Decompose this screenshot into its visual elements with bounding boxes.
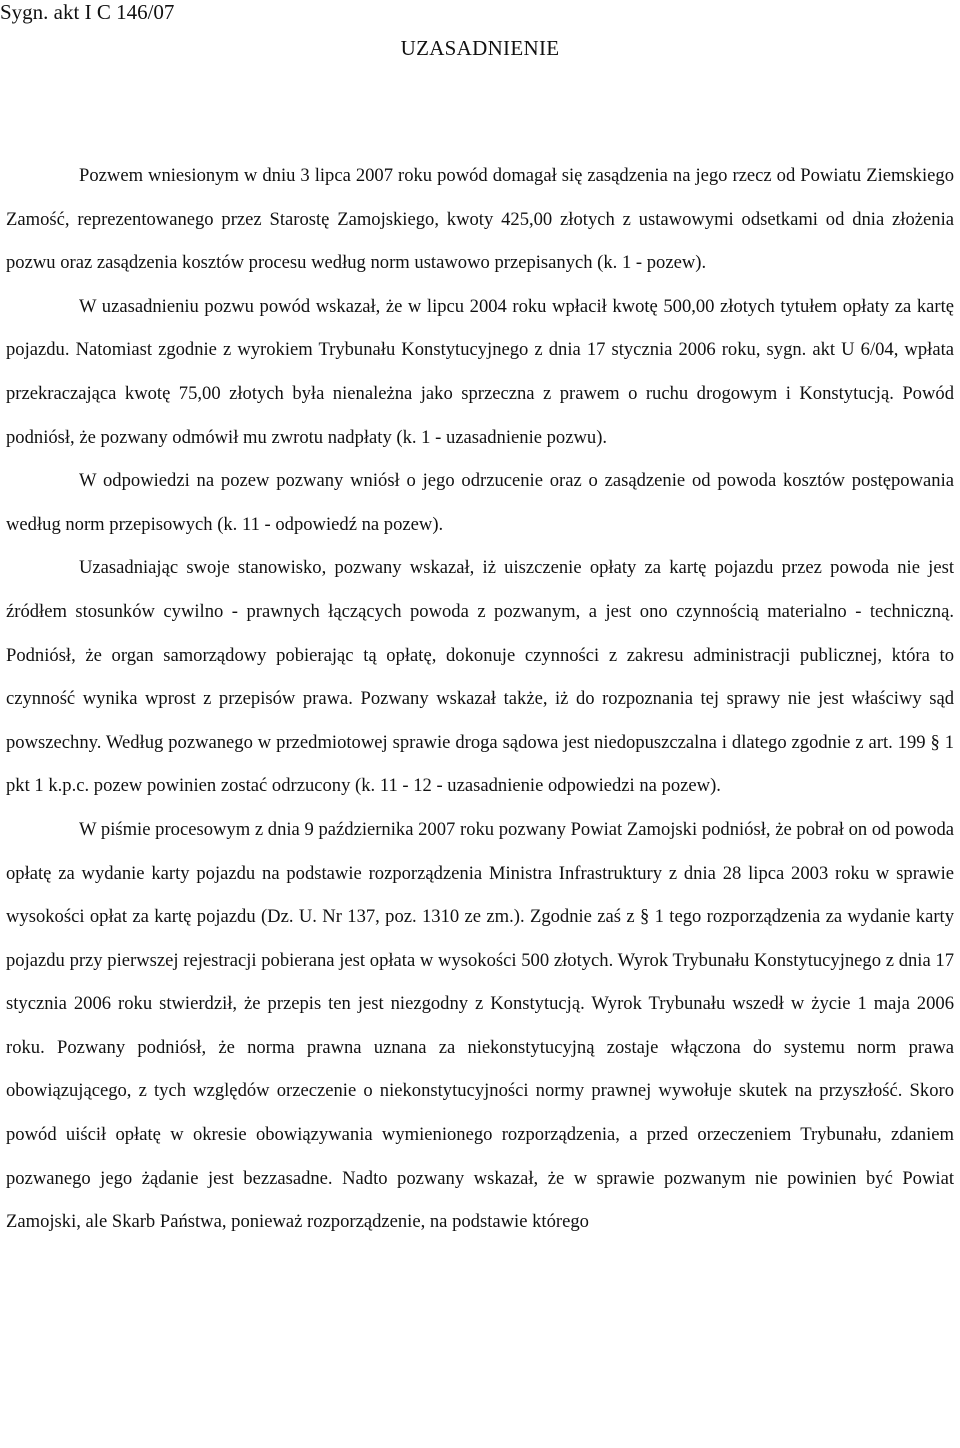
document-body bbox=[6, 154, 954, 1244]
paragraph-claim: Pozwem wniesionym w dniu 3 lipca 2007 roku powód domagał się zasądzenia na jego rzecz od Powiatu Ziemskiego Zamość, reprezentowanego przez Starostę Zamojskiego, kwoty 425,00 złotych z ustawowymi odsetkami od dnia złożenia pozwu oraz zasądzenia kosztów procesu według norm ustawowo przepisanych (k. 1 - pozew). bbox=[6, 165, 954, 274]
paragraph-defendant-position: Uzasadniając swoje stanowisko, pozwany wskazał, iż uiszczenie opłaty za kartę pojazdu przez powoda nie jest źródłem stosunków cywilno - prawnych łączących powoda z pozwanym, a jest ono czynnością materialno - techniczną. Podniósł, że organ samorządowy pobierając tą opłatę, dokonuje czynności z zakresu administracji publicznej, która to czynność wynika wprost z przepisów prawa. Pozwany wskazał także, iż do rozpoznania tej sprawy nie jest właściwy sąd powszechny. Według pozwanego w przedmiotowej sprawie droga sądowa jest niedopuszczalna i dlatego zgodnie z art. 199 § 1 pkt 1 k.p.c. pozew powinien zostać odrzucony (k. 11 - 12 - uzasadnienie odpowiedzi na pozew). bbox=[6, 557, 954, 797]
paragraph-procedural-letter: W piśmie procesowym z dnia 9 października 2007 roku pozwany Powiat Zamojski podniósł, że pobrał on od powoda opłatę za wydanie karty pojazdu na podstawie rozporządzenia Ministra Infrastruktury z dnia 28 lipca 2003 roku w sprawie wysokości opłat za kartę pojazdu (Dz. U. Nr 137, poz. 1310 ze zm.). Zgodnie zaś z § 1 tego rozporządzenia za wydanie karty pojazdu przy pierwszej rejestracji pobierana jest opłata w wysokości 500 złotych. Wyrok Trybunału Konstytucyjnego z dnia 17 stycznia 2006 roku stwierdził, że przepis ten jest niezgodny z Konstytucją. Wyrok Trybunału wszedł w życie 1 maja 2006 roku. Pozwany podniósł, że norma prawna uznana za niekonstytucyjną zostaje włączona do systemu norm prawa obowiązującego, z tych względów orzeczenie o niekonstytucyjności normy prawnej wywołuje skutek na przyszłość. Skoro powód uiścił opłatę w okresie obowiązywania wymienionego rozporządzenia, a przed orzeczeniem Trybunału, zdaniem pozwanego jego żądanie jest bezzasadne. Nadto pozwany wskazał, że w sprawie pozwanym nie powinien być Powiat Zamojski, ale Skarb Państwa, ponieważ rozporządzenie, na podstawie którego bbox=[6, 818, 954, 1233]
paragraph-defendant-response: W odpowiedzi na pozew pozwany wniósł o jego odrzucenie oraz o zasądzenie od powoda kosztów postępowania według norm przepisowych (k. 11 - odpowiedź na pozew). bbox=[6, 470, 954, 535]
case-signature: Sygn. akt I C 146/07 bbox=[0, 0, 175, 24]
paragraph-plaintiff-justification: W uzasadnieniu pozwu powód wskazał, że w lipcu 2004 roku wpłacił kwotę 500,00 złotych tytułem opłaty za kartę pojazdu. Natomiast zgodnie z wyrokiem Trybunału Konstytucyjnego z dnia 17 stycznia 2006 roku, sygn. akt U 6/04, wpłata przekraczająca kwotę 75,00 złotych była nienależna jako sprzeczna z prawem o ruchu drogowym i Konstytucją. Powód podniósł, że pozwany odmówił mu zwrotu nadpłaty (k. 1 - uzasadnienie pozwu). bbox=[6, 295, 954, 448]
document-heading: UZASADNIENIE bbox=[400, 36, 560, 60]
